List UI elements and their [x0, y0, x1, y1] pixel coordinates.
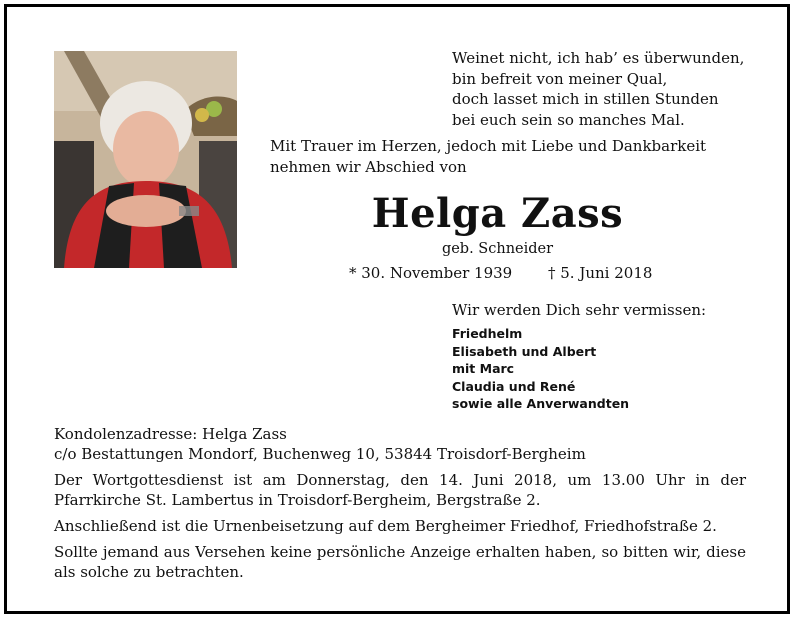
birth-date: * 30. November 1939 [349, 264, 513, 282]
poem-line: doch lasset mich in stillen Stunden [452, 90, 719, 108]
condolence-address [54, 424, 746, 464]
poem-line: bei euch sein so manches Mal. [452, 110, 685, 129]
family-member: Claudia und René [452, 378, 576, 394]
details [54, 424, 746, 582]
death-date: † 5. Juni 2018 [548, 264, 653, 282]
notice-text: Sollte jemand aus Versehen keine persönliche Anzeige erhalten haben, so bitten wir, diese als solche zu betrachten. [54, 543, 746, 581]
family-member: Friedhelm [452, 326, 523, 341]
deceased-name: Helga Zass [371, 190, 624, 237]
poem [452, 48, 744, 130]
poem-line: bin befreit von meiner Qual, [452, 69, 668, 88]
family-member: mit Marc [452, 361, 515, 376]
intro-text: Mit Trauer im Herzen, jedoch mit Liebe und Dankbarkeit nehmen wir Abschied von [270, 137, 707, 176]
condolence-line: c/o Bestattungen Mondorf, Buchenweg 10, 53844 Troisdorf-Bergheim [54, 445, 586, 463]
miss-line: Wir werden Dich sehr vermissen: [452, 301, 707, 319]
condolence-line: Kondolenzadresse: Helga Zass [54, 425, 287, 443]
service-info: Der Wortgottesdienst ist am Donnerstag, den 14. Juni 2018, um 13.00 Uhr in der Pfarrkirche St. Lambertus in Troisdorf-Bergheim, Bergstraße 2. [54, 471, 746, 509]
poem-line: Weinet nicht, ich hab’ es überwunden, [452, 49, 745, 67]
burial-info: Anschließend ist die Urnenbeisetzung auf dem Bergheimer Friedhof, Friedhofstraße 2. [54, 517, 717, 535]
maiden-name: geb. Schneider [441, 241, 554, 257]
portrait-photo [54, 51, 237, 268]
family-member: Elisabeth und Albert [452, 343, 597, 359]
family-list [452, 325, 629, 413]
family-member: sowie alle Anverwandten [452, 396, 630, 411]
